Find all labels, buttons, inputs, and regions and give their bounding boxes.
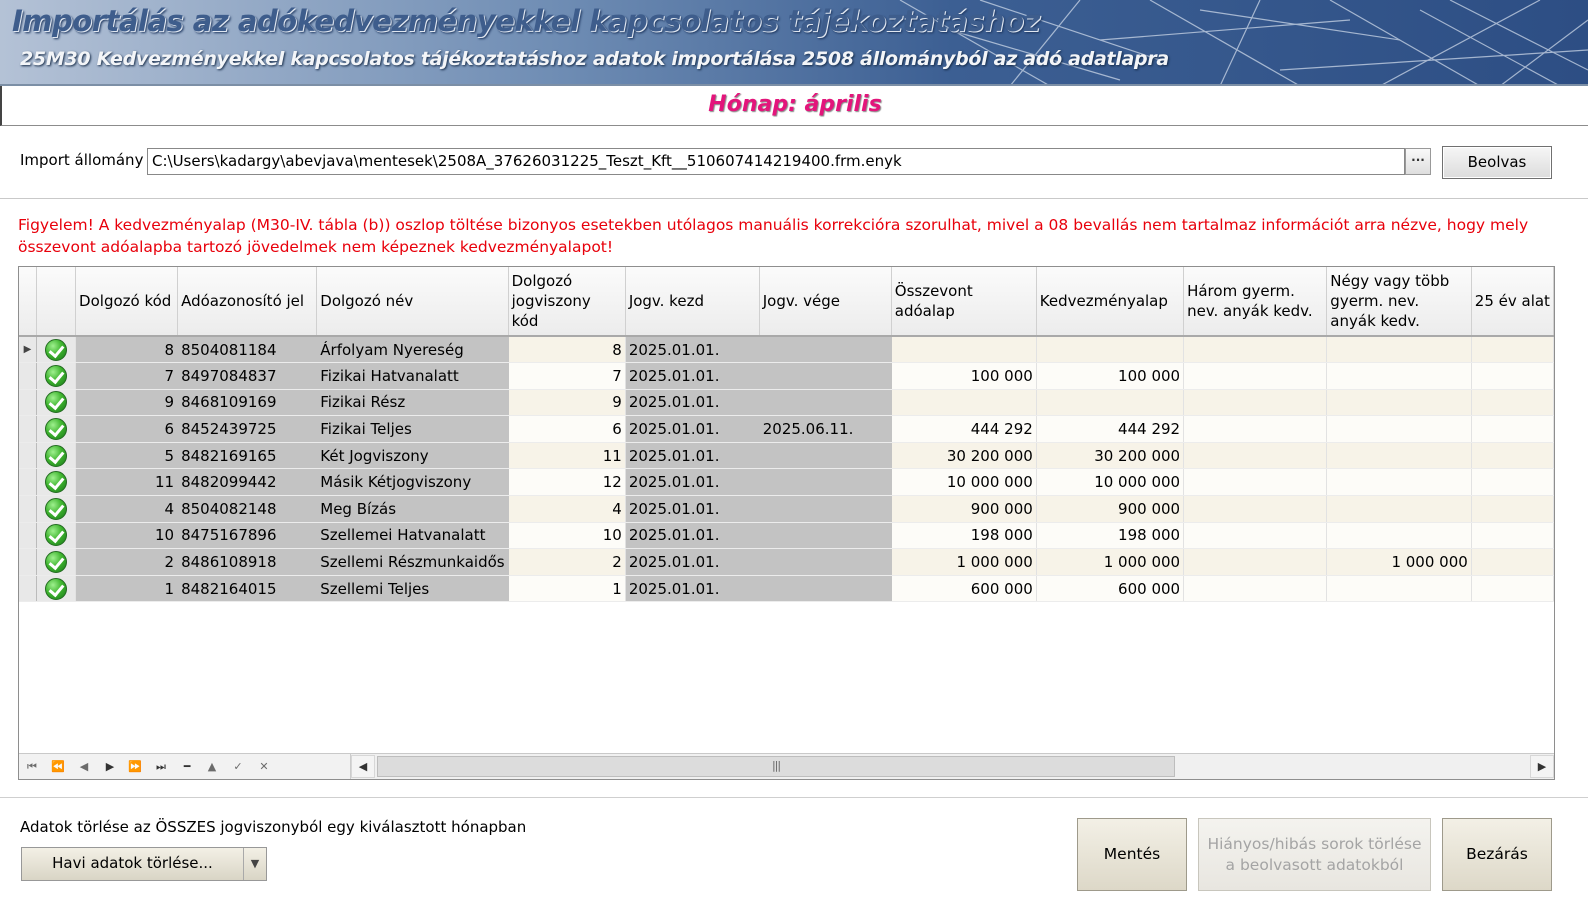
table-row[interactable] xyxy=(19,549,1554,576)
cell-dolgozo-kod[interactable]: 4 xyxy=(76,496,178,523)
cell-harom-gyerm[interactable] xyxy=(1184,496,1327,523)
cell-harom-gyerm[interactable] xyxy=(1184,549,1327,576)
cell-osszevont-adoalap[interactable]: 10 000 000 xyxy=(891,469,1036,496)
status-cell xyxy=(36,522,75,549)
prev-page-icon[interactable]: ⏪ xyxy=(51,760,65,773)
cell-kedvezmenyalap[interactable]: 198 000 xyxy=(1036,522,1183,549)
check-ok-icon xyxy=(45,471,67,493)
browse-button[interactable]: ··· xyxy=(1405,148,1431,175)
delete-record-icon[interactable]: ━ xyxy=(183,760,191,773)
row-selector[interactable] xyxy=(19,389,36,416)
row-selector[interactable] xyxy=(19,416,36,443)
cell-dolgozo-kod[interactable]: 1 xyxy=(76,575,178,602)
cell-osszevont-adoalap[interactable]: 900 000 xyxy=(891,496,1036,523)
cell-jogv-kezd[interactable]: 2025.01.01. xyxy=(625,389,759,416)
cell-harom-gyerm[interactable] xyxy=(1184,575,1327,602)
delete-data-label: Adatok törlése az ÖSSZES jogviszonyból egy kiválasztott hónapban xyxy=(20,818,527,836)
cell-osszevont-adoalap[interactable]: 30 200 000 xyxy=(891,442,1036,469)
grid-header-row xyxy=(19,267,1554,336)
cell-adoazonosito[interactable]: 8486108918 xyxy=(178,549,317,576)
cell-jogv-kezd[interactable]: 2025.01.01. xyxy=(625,363,759,390)
cell-dolgozo-nev[interactable]: Szellemi Teljes xyxy=(317,575,508,602)
cell-negy-gyerm[interactable] xyxy=(1327,389,1471,416)
cell-jogv-vege[interactable]: 2025.06.11. xyxy=(759,416,891,443)
cell-dolgozo-nev[interactable]: Szellemi Részmunkaidős xyxy=(317,549,508,576)
cell-jogviszony-kod[interactable]: 1 xyxy=(508,575,625,602)
cell-negy-gyerm[interactable]: 1 000 000 xyxy=(1327,549,1471,576)
last-page-icon[interactable]: ⏭ xyxy=(156,760,166,773)
cell-negy-gyerm[interactable] xyxy=(1327,575,1471,602)
row-selector[interactable] xyxy=(19,363,36,390)
cell-jogv-kezd[interactable]: 2025.01.01. xyxy=(625,469,759,496)
horizontal-scrollbar[interactable] xyxy=(350,754,1554,779)
scroll-left-icon[interactable]: ◀ xyxy=(351,755,375,778)
read-button[interactable]: Beolvas xyxy=(1442,146,1552,179)
cell-25-ev[interactable] xyxy=(1471,496,1553,523)
table-row[interactable] xyxy=(19,469,1554,496)
status-cell xyxy=(36,442,75,469)
header-negy-gyerm[interactable]: Négy vagy több gyerm. nev. anyák kedv. xyxy=(1327,267,1471,336)
cell-dolgozo-kod[interactable]: 2 xyxy=(76,549,178,576)
table-row[interactable] xyxy=(19,416,1554,443)
row-selector[interactable] xyxy=(19,442,36,469)
header-osszevont-adoalap[interactable]: Összevont adóalap xyxy=(891,267,1036,336)
header-status xyxy=(36,267,75,336)
cell-25-ev[interactable] xyxy=(1471,363,1553,390)
check-ok-icon xyxy=(45,365,67,387)
status-cell xyxy=(36,496,75,523)
cell-jogv-kezd[interactable]: 2025.01.01. xyxy=(625,416,759,443)
cell-osszevont-adoalap[interactable]: 100 000 xyxy=(891,363,1036,390)
header-dolgozo-kod[interactable]: Dolgozó kód xyxy=(76,267,178,336)
cell-25-ev[interactable] xyxy=(1471,416,1553,443)
chevron-down-icon[interactable]: ▼ xyxy=(250,857,260,870)
cell-dolgozo-nev[interactable]: Fizikai Hatvanalatt xyxy=(317,363,508,390)
header-kedvezmenyalap[interactable]: Kedvezményalap xyxy=(1036,267,1183,336)
confirm-icon[interactable]: ✓ xyxy=(233,760,243,773)
row-selector[interactable] xyxy=(19,549,36,576)
cell-adoazonosito[interactable]: 8497084837 xyxy=(178,363,317,390)
cell-harom-gyerm[interactable] xyxy=(1184,442,1327,469)
header-selector xyxy=(19,267,36,336)
cell-jogv-kezd[interactable]: 2025.01.01. xyxy=(625,575,759,602)
cell-jogv-kezd[interactable]: 2025.01.01. xyxy=(625,336,759,363)
cell-dolgozo-nev[interactable]: Másik Kétjogviszony xyxy=(317,469,508,496)
check-ok-icon xyxy=(45,578,67,600)
cell-dolgozo-kod[interactable]: 9 xyxy=(76,389,178,416)
cell-adoazonosito[interactable]: 8504082148 xyxy=(178,496,317,523)
cell-jogviszony-kod[interactable]: 4 xyxy=(508,496,625,523)
cell-jogviszony-kod[interactable]: 8 xyxy=(508,336,625,363)
cell-jogv-vege[interactable] xyxy=(759,389,891,416)
cell-jogviszony-kod[interactable]: 7 xyxy=(508,363,625,390)
table-row[interactable] xyxy=(19,496,1554,523)
table-row[interactable] xyxy=(19,389,1554,416)
cell-jogv-vege[interactable] xyxy=(759,363,891,390)
cell-jogv-vege[interactable] xyxy=(759,496,891,523)
row-selector[interactable] xyxy=(19,522,36,549)
check-ok-icon xyxy=(45,339,67,361)
cell-25-ev[interactable] xyxy=(1471,549,1553,576)
cell-jogv-vege[interactable] xyxy=(759,522,891,549)
row-selector[interactable] xyxy=(19,496,36,523)
cell-dolgozo-nev[interactable]: Meg Bízás xyxy=(317,496,508,523)
cell-dolgozo-nev[interactable]: Két Jogviszony xyxy=(317,442,508,469)
month-title: Hónap: április xyxy=(0,86,1588,126)
cell-25-ev[interactable] xyxy=(1471,336,1553,363)
status-cell xyxy=(36,336,75,363)
scroll-right-icon[interactable]: ▶ xyxy=(1530,755,1554,778)
cell-adoazonosito[interactable]: 8504081184 xyxy=(178,336,317,363)
cell-dolgozo-kod[interactable]: 11 xyxy=(76,469,178,496)
cell-jogv-vege[interactable] xyxy=(759,549,891,576)
cell-dolgozo-kod[interactable]: 5 xyxy=(76,442,178,469)
cell-jogv-kezd[interactable]: 2025.01.01. xyxy=(625,496,759,523)
cell-dolgozo-kod[interactable]: 8 xyxy=(76,336,178,363)
app-subtitle: 25M30 Kedvezményekkel kapcsolatos tájékoztatáshoz adatok importálása 2508 állományból az adó adatlapra xyxy=(20,48,1169,70)
cell-adoazonosito[interactable]: 8452439725 xyxy=(178,416,317,443)
check-ok-icon xyxy=(45,391,67,413)
footer-panel xyxy=(0,797,1588,914)
cell-negy-gyerm[interactable] xyxy=(1327,363,1471,390)
scroll-thumb[interactable]: ||| xyxy=(377,756,1175,777)
cell-negy-gyerm[interactable] xyxy=(1327,442,1471,469)
cell-kedvezmenyalap[interactable]: 30 200 000 xyxy=(1036,442,1183,469)
save-button[interactable]: Mentés xyxy=(1077,818,1187,891)
cell-kedvezmenyalap[interactable]: 600 000 xyxy=(1036,575,1183,602)
grid-navigator xyxy=(19,753,1554,779)
cell-osszevont-adoalap[interactable]: 444 292 xyxy=(891,416,1036,443)
cell-kedvezmenyalap[interactable]: 1 000 000 xyxy=(1036,549,1183,576)
cell-adoazonosito[interactable]: 8482164015 xyxy=(178,575,317,602)
header-jogviszony-kod[interactable]: Dolgozó jogviszony kód xyxy=(508,267,625,336)
header-harom-gyerm[interactable]: Három gyerm. nev. anyák kedv. xyxy=(1184,267,1327,336)
cell-jogv-kezd[interactable]: 2025.01.01. xyxy=(625,549,759,576)
cell-adoazonosito[interactable]: 8482099442 xyxy=(178,469,317,496)
cell-dolgozo-nev[interactable]: Fizikai Teljes xyxy=(317,416,508,443)
table-row[interactable] xyxy=(19,522,1554,549)
cell-dolgozo-kod[interactable]: 7 xyxy=(76,363,178,390)
cell-harom-gyerm[interactable] xyxy=(1184,389,1327,416)
cell-25-ev[interactable] xyxy=(1471,389,1553,416)
cell-jogv-kezd[interactable]: 2025.01.01. xyxy=(625,522,759,549)
cell-kedvezmenyalap[interactable] xyxy=(1036,389,1183,416)
cell-osszevont-adoalap[interactable]: 1 000 000 xyxy=(891,549,1036,576)
cell-dolgozo-nev[interactable]: Szellemei Hatvanalatt xyxy=(317,522,508,549)
status-cell xyxy=(36,389,75,416)
header-jogv-vege[interactable]: Jogv. vége xyxy=(759,267,891,336)
cell-kedvezmenyalap[interactable]: 100 000 xyxy=(1036,363,1183,390)
header-adoazonosito[interactable]: Adóazonosító jel xyxy=(178,267,317,336)
table-row[interactable] xyxy=(19,575,1554,602)
grid-table xyxy=(19,267,1554,602)
status-cell xyxy=(36,549,75,576)
cell-jogv-vege[interactable] xyxy=(759,336,891,363)
cell-jogv-kezd[interactable]: 2025.01.01. xyxy=(625,442,759,469)
cell-harom-gyerm[interactable] xyxy=(1184,469,1327,496)
check-ok-icon xyxy=(45,418,67,440)
cell-kedvezmenyalap[interactable]: 444 292 xyxy=(1036,416,1183,443)
header-banner xyxy=(0,0,1588,86)
next-record-icon[interactable]: ▶ xyxy=(105,760,115,773)
cell-dolgozo-kod[interactable]: 10 xyxy=(76,522,178,549)
cell-jogv-vege[interactable] xyxy=(759,575,891,602)
cell-jogv-vege[interactable] xyxy=(759,469,891,496)
header-25-ev[interactable]: 25 év alat xyxy=(1471,267,1553,336)
cell-jogviszony-kod[interactable]: 11 xyxy=(508,442,625,469)
close-button[interactable]: Bezárás xyxy=(1442,818,1552,891)
prev-record-icon[interactable]: ◀ xyxy=(79,760,89,773)
warning-message: Figyelem! A kedvezményalap (M30-IV. tábla (b)) oszlop töltése bizonyos esetekben utólagos manuális korrekcióra szorulhat, mivel a 08 bevallás nem tartalmaz információt arra nézve, hogy mely összevont adóalapba tartozó jövedelmek nem képeznek kedvezményalapot! xyxy=(18,216,1529,256)
cell-25-ev[interactable] xyxy=(1471,522,1553,549)
import-file-label: Import állomány xyxy=(20,151,144,169)
app-title: Importálás az adókedvezményekkel kapcsolatos tájékoztatáshoz xyxy=(12,4,1040,38)
cell-kedvezmenyalap[interactable]: 900 000 xyxy=(1036,496,1183,523)
cell-jogv-vege[interactable] xyxy=(759,442,891,469)
cell-harom-gyerm[interactable] xyxy=(1184,363,1327,390)
cell-25-ev[interactable] xyxy=(1471,442,1553,469)
delete-invalid-rows-button[interactable]: Hiányos/hibás sorok törlése a beolvasott adatokból xyxy=(1198,818,1431,891)
cell-osszevont-adoalap[interactable]: 600 000 xyxy=(891,575,1036,602)
current-row-icon[interactable]: ▶ xyxy=(19,336,36,363)
cell-adoazonosito[interactable]: 8475167896 xyxy=(178,522,317,549)
cell-harom-gyerm[interactable] xyxy=(1184,522,1327,549)
check-ok-icon xyxy=(45,524,67,546)
cell-adoazonosito[interactable]: 8482169165 xyxy=(178,442,317,469)
next-page-icon[interactable]: ⏩ xyxy=(128,760,142,773)
table-row[interactable] xyxy=(19,336,1554,363)
cell-osszevont-adoalap[interactable] xyxy=(891,389,1036,416)
cell-harom-gyerm[interactable] xyxy=(1184,336,1327,363)
cell-osszevont-adoalap[interactable] xyxy=(891,336,1036,363)
import-section xyxy=(0,127,1588,199)
monthly-delete-value[interactable]: Havi adatok törlése... xyxy=(22,848,244,880)
header-jogv-kezd[interactable]: Jogv. kezd xyxy=(625,267,759,336)
check-ok-icon xyxy=(45,498,67,520)
cell-negy-gyerm[interactable] xyxy=(1327,522,1471,549)
monthly-delete-dropdown[interactable] xyxy=(21,847,267,881)
cell-negy-gyerm[interactable] xyxy=(1327,496,1471,523)
first-page-icon[interactable]: ⏮ xyxy=(27,760,37,773)
status-cell xyxy=(36,363,75,390)
status-cell xyxy=(36,575,75,602)
cell-jogviszony-kod[interactable]: 10 xyxy=(508,522,625,549)
header-dolgozo-nev[interactable]: Dolgozó név xyxy=(317,267,508,336)
employee-grid xyxy=(18,266,1555,780)
row-selector[interactable] xyxy=(19,575,36,602)
check-ok-icon xyxy=(45,551,67,573)
cell-negy-gyerm[interactable] xyxy=(1327,469,1471,496)
insert-record-icon[interactable]: ▲ xyxy=(207,760,217,773)
cell-osszevont-adoalap[interactable]: 198 000 xyxy=(891,522,1036,549)
cell-negy-gyerm[interactable] xyxy=(1327,336,1471,363)
cell-dolgozo-nev[interactable]: Árfolyam Nyereség xyxy=(317,336,508,363)
table-row[interactable] xyxy=(19,442,1554,469)
check-ok-icon xyxy=(45,445,67,467)
cell-jogviszony-kod[interactable]: 2 xyxy=(508,549,625,576)
cell-kedvezmenyalap[interactable] xyxy=(1036,336,1183,363)
table-row[interactable] xyxy=(19,363,1554,390)
cell-adoazonosito[interactable]: 8468109169 xyxy=(178,389,317,416)
cell-dolgozo-nev[interactable]: Fizikai Rész xyxy=(317,389,508,416)
row-selector[interactable] xyxy=(19,469,36,496)
status-cell xyxy=(36,416,75,443)
cell-kedvezmenyalap[interactable]: 10 000 000 xyxy=(1036,469,1183,496)
cell-harom-gyerm[interactable] xyxy=(1184,416,1327,443)
cell-jogviszony-kod[interactable]: 6 xyxy=(508,416,625,443)
cell-jogviszony-kod[interactable]: 9 xyxy=(508,389,625,416)
import-file-input[interactable]: C:\Users\kadargy\abevjava\mentesek\2508A_37626031225_Teszt_Kft__510607414219400.frm.enyk xyxy=(147,148,1405,175)
cell-25-ev[interactable] xyxy=(1471,575,1553,602)
cell-jogviszony-kod[interactable]: 12 xyxy=(508,469,625,496)
cell-dolgozo-kod[interactable]: 6 xyxy=(76,416,178,443)
cell-negy-gyerm[interactable] xyxy=(1327,416,1471,443)
cell-25-ev[interactable] xyxy=(1471,469,1553,496)
status-cell xyxy=(36,469,75,496)
cancel-icon[interactable]: ✕ xyxy=(259,760,269,773)
